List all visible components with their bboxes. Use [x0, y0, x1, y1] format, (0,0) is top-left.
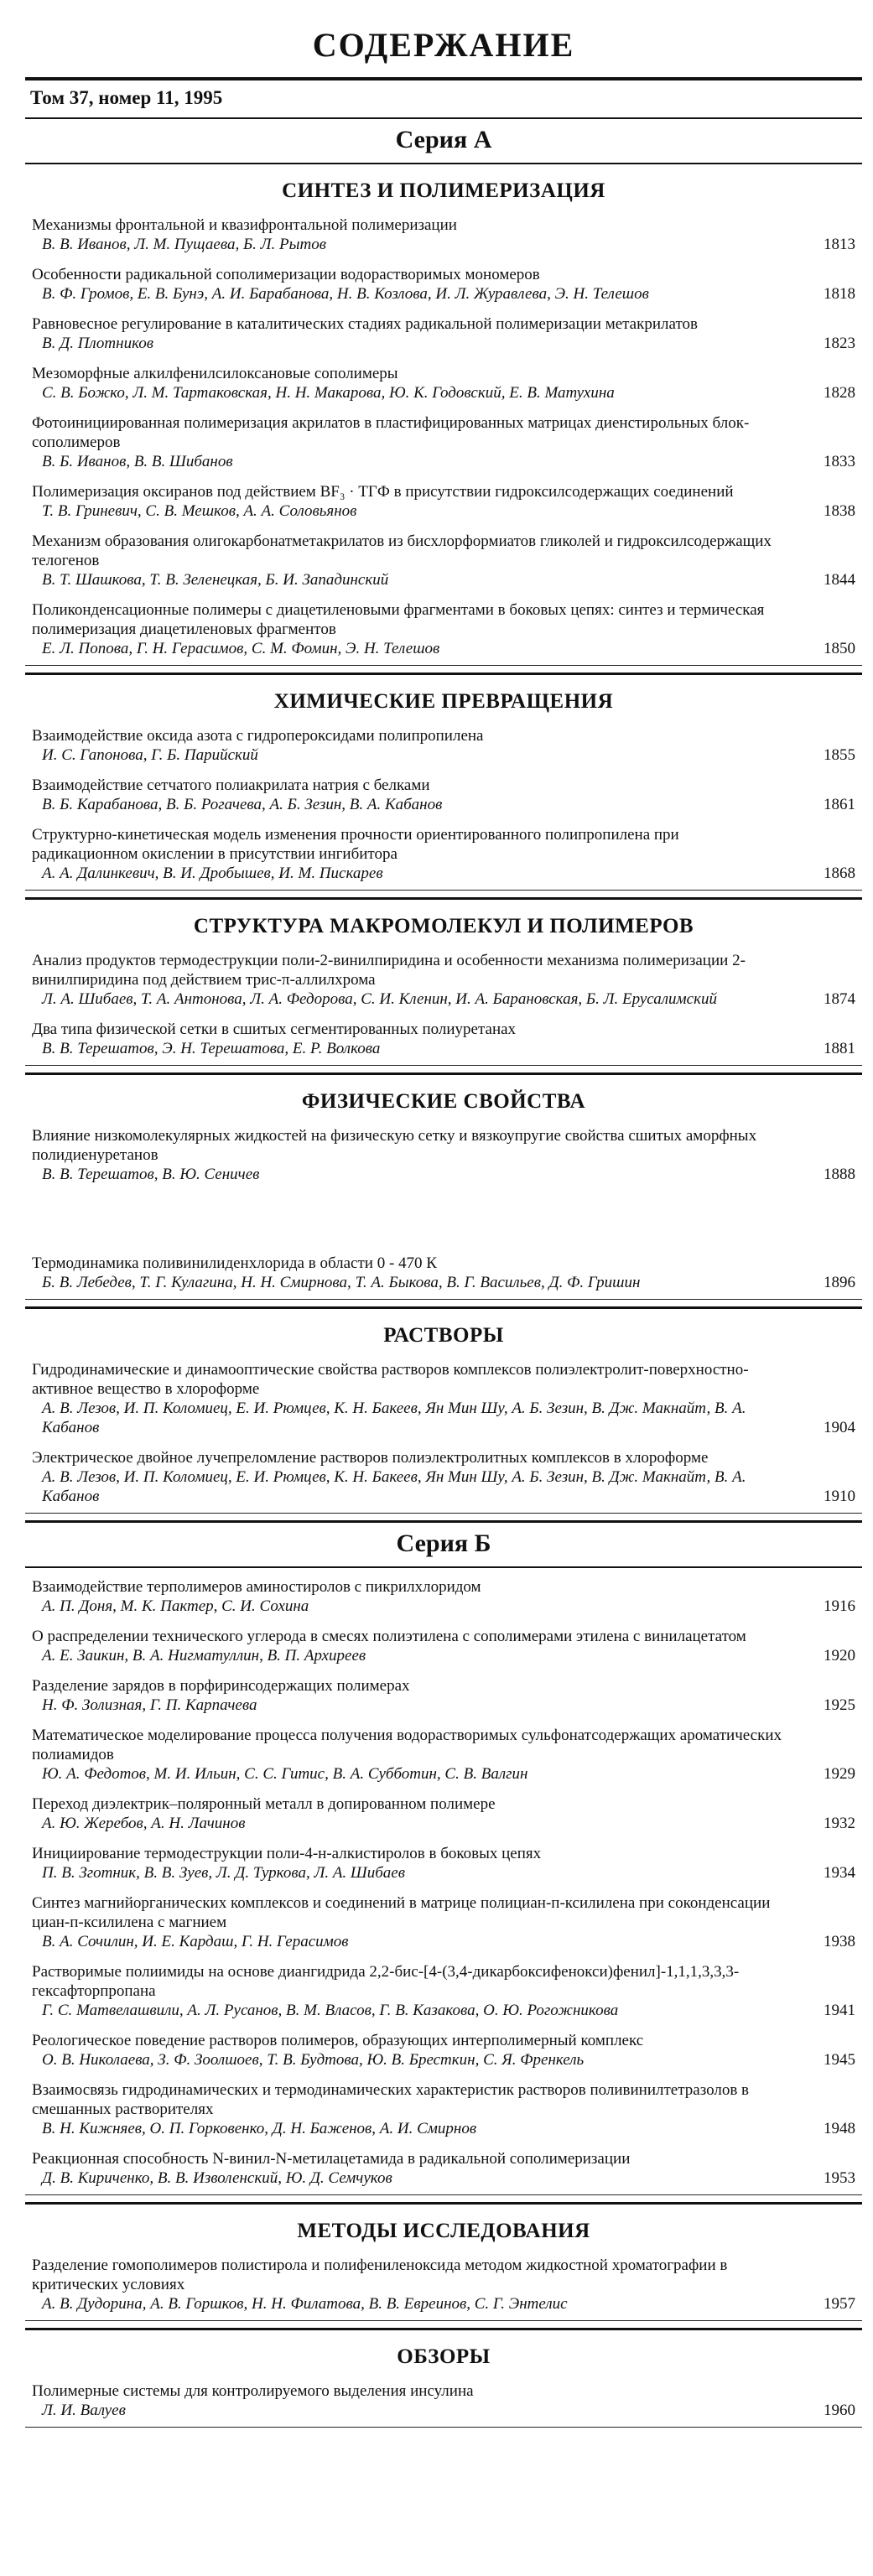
toc-entry [25, 1015, 862, 1066]
toc-entry [25, 2251, 862, 2321]
entry-authors: А. В. Дудорина, А. В. Горшков, Н. Н. Филатова, В. В. Евреинов, С. Г. Энтелис [42, 2295, 568, 2313]
toc-section [25, 673, 862, 891]
entry-page-number: 1818 [824, 285, 855, 303]
entry-authors: В. А. Сочилин, И. Е. Кардаш, Г. Н. Герасимов [42, 1933, 349, 1950]
entry-authors: В. Б. Карабанова, В. Б. Рогачева, А. Б. Зезин, В. А. Кабанов [42, 796, 443, 813]
toc-entry [25, 2076, 862, 2145]
section-title: ХИМИЧЕСКИЕ ПРЕВРАЩЕНИЯ [273, 690, 614, 713]
series-b [25, 1568, 862, 2428]
entry-authors: В. Б. Иванов, В. В. Шибанов [42, 453, 233, 470]
toc-entry [25, 2027, 862, 2076]
toc-section [25, 1072, 862, 1300]
entry-authors: Ю. А. Федотов, М. И. Ильин, С. С. Гитис, В. А. Субботин, С. В. Валгин [42, 1765, 528, 1783]
entry-authors: Е. Л. Попова, Г. Н. Герасимов, С. М. Фомин, Э. Н. Телешов [42, 640, 440, 657]
entry-page-number: 1868 [824, 865, 855, 882]
entry-authors: В. В. Терешатов, Э. Н. Терешатова, Е. Р. Волкова [42, 1040, 381, 1057]
toc-entry [25, 1889, 862, 1958]
entry-authors: В. Ф. Громов, Е. В. Бунэ, А. И. Барабанова, Н. В. Козлова, И. Л. Журавлева, Э. Н. Телешов [42, 285, 649, 303]
toc-entry [25, 771, 862, 821]
entry-page-number: 1929 [824, 1765, 855, 1783]
entry-authors: В. Н. Кижняев, О. П. Горковенко, Д. Н. Баженов, А. И. Смирнов [42, 2120, 477, 2137]
entry-page-number: 1861 [824, 796, 855, 813]
series-b-title: Серия Б [396, 1530, 491, 1557]
entry-title: Растворимые полиимиды на основе диангидрида 2,2-бис-[4-(3,4-дикарбоксифенокси)фенил]-1,1,1,3,3,3-гексафторпропана [32, 1963, 740, 2000]
entry-page-number: 1960 [824, 2402, 855, 2419]
entry-title: Переход диэлектрик–поляронный металл в допированном полимере [32, 1795, 496, 1813]
entry-page-number: 1874 [824, 990, 855, 1008]
entry-authors: Д. В. Кириченко, В. В. Изволенский, Ю. Д. Семчуков [42, 2169, 392, 2187]
entry-title: Два типа физической сетки в сшитых сегментированных полиуретанах [32, 1021, 517, 1038]
entry-title: О распределении технического углерода в смесях полиэтилена с сополимерами этилена с винилацетатом [32, 1628, 746, 1645]
entry-page-number: 1934 [824, 1864, 855, 1882]
section-title: ОБЗОРЫ [397, 2345, 491, 2368]
entry-page-number: 1813 [824, 236, 855, 253]
entry-authors: А. Ю. Жеребов, А. Н. Лачинов [42, 1815, 246, 1832]
issue-info: Том 37, номер 11, 1995 [30, 87, 223, 108]
toc-entry [25, 821, 862, 891]
entry-title: Разделение зарядов в порфиринсодержащих полимерах [32, 1677, 410, 1695]
entry-title: Взаимосвязь гидродинамических и термодинамических характеристик растворов поливинилтетразолов в смешанных растворителях [32, 2081, 750, 2118]
entry-title: Механизмы фронтальной и квазифронтальной полимеризации [32, 216, 457, 234]
toc-entry [25, 1249, 862, 1300]
entry-title: Взаимодействие оксида азота с гидропероксидами полипропилена [32, 727, 484, 745]
toc-entry [25, 596, 862, 666]
entry-authors: В. Т. Шашкова, Т. В. Зеленецкая, Б. И. Западинский [42, 571, 389, 589]
entry-authors: И. С. Гапонова, Г. Б. Парийский [42, 746, 258, 764]
toc-entry [25, 360, 862, 409]
toc-entry [25, 1444, 862, 1514]
entry-page-number: 1828 [824, 384, 855, 402]
series-a-title: Серия А [395, 126, 492, 153]
entry-title: Синтез магнийорганических комплексов и соединений в матрице полициан-п-ксилилена при соконденсации циан-п-ксилилена с магнием [32, 1894, 771, 1931]
entry-title: Равновесное регулирование в каталитических стадиях радикальной полимеризации метакрилатов [32, 315, 698, 333]
entry-page-number: 1844 [824, 571, 855, 589]
entry-title: Математическое моделирование процесса получения водорастворимых сульфонатсодержащих ароматических полиамидов [32, 1727, 782, 1763]
toc-entry [25, 1840, 862, 1889]
toc-entry [25, 527, 862, 596]
toc-entry [25, 211, 862, 261]
entry-title: Инициирование термодеструкции поли-4-н-алкистиролов в боковых цепях [32, 1845, 542, 1862]
entry-title: Особенности радикальной сополимеризации водорастворимых мономеров [32, 266, 540, 283]
entry-title: Реакционная способность N-винил-N-метилацетамида в радикальной сополимеризации [32, 2150, 631, 2168]
entry-authors: В. В. Терешатов, В. Ю. Сеничев [42, 1166, 260, 1183]
entry-page-number: 1938 [824, 1933, 855, 1950]
toc-section [25, 1306, 862, 1514]
entry-title: Полимерные системы для контролируемого выделения инсулина [32, 2382, 474, 2400]
toc-entry [25, 947, 862, 1015]
entry-title: Анализ продуктов термодеструкции поли-2-винилпиридина и особенности механизма полимеризации 2-винилпиридина под действием трис-π-аллилхрома [32, 952, 746, 989]
section-title: СИНТЕЗ И ПОЛИМЕРИЗАЦИЯ [282, 179, 605, 202]
entry-authors: Н. Ф. Золизная, Г. П. Карпачева [42, 1696, 257, 1714]
entry-title: Полимеризация оксиранов под действием BF₃ · ТГФ в присутствии гидроксилсодержащих соединений [32, 483, 734, 501]
entry-page-number: 1932 [824, 1815, 855, 1832]
entry-page-number: 1948 [824, 2120, 855, 2137]
entry-authors: А. П. Доня, М. К. Пактер, С. И. Сохина [42, 1597, 309, 1615]
toc-entry [25, 310, 862, 360]
entry-authors: Л. И. Валуев [42, 2402, 126, 2419]
entry-page-number: 1838 [824, 502, 855, 520]
toc-entry [25, 1958, 862, 2027]
toc-entry [25, 2377, 862, 2428]
entry-authors: О. В. Николаева, З. Ф. Зоолшоев, Т. В. Будтова, Ю. В. Бресткин, С. Я. Френкель [42, 2051, 585, 2069]
entry-authors: Т. В. Гриневич, С. В. Мешков, А. А. Соловьянов [42, 502, 357, 520]
entry-page-number: 1916 [824, 1597, 855, 1615]
entry-page-number: 1888 [824, 1166, 855, 1183]
entry-page-number: 1953 [824, 2169, 855, 2187]
entry-page-number: 1881 [824, 1040, 855, 1057]
contents-page [25, 25, 862, 2428]
toc-entry [25, 2145, 862, 2195]
entry-authors: Б. В. Лебедев, Т. Г. Кулагина, Н. Н. Смирнова, Т. А. Быкова, В. Г. Васильев, Д. Ф. Гришин [42, 1274, 641, 1291]
toc-section [25, 2328, 862, 2428]
entry-title: Термодинамика поливинилиденхлорида в области 0 - 470 К [32, 1254, 437, 1272]
entry-authors: В. Д. Плотников [42, 335, 153, 352]
toc-entry [25, 1356, 862, 1444]
entry-authors: А. А. Далинкевич, В. И. Дробышев, И. М. Пискарев [42, 865, 383, 882]
entry-title: Электрическое двойное лучепреломление растворов полиэлектролитных комплексов в хлороформе [32, 1449, 709, 1467]
entry-title: Влияние низкомолекулярных жидкостей на физическую сетку и вязкоупругие свойства сшитых аморфных полидиенуретанов [32, 1127, 757, 1164]
toc-entry [25, 1122, 862, 1191]
entry-authors: Л. А. Шибаев, Т. А. Антонова, Л. А. Федорова, С. И. Кленин, И. А. Барановская, Б. Л. Ерусалимский [42, 990, 717, 1008]
entry-page-number: 1925 [824, 1696, 855, 1714]
entry-authors: В. В. Иванов, Л. М. Пущаева, Б. Л. Рытов [42, 236, 326, 253]
toc-entry [25, 1623, 862, 1672]
entry-authors: Г. С. Матвелашвили, А. Л. Русанов, В. М. Власов, Г. В. Казакова, О. Ю. Рогожникова [42, 2002, 619, 2019]
section-title: ФИЗИЧЕСКИЕ СВОЙСТВА [301, 1090, 586, 1113]
section-title: РАСТВОРЫ [383, 1324, 504, 1347]
entry-page-number: 1896 [824, 1274, 855, 1291]
toc-section [25, 2202, 862, 2321]
entry-authors: П. В. Зготник, В. В. Зуев, Л. Д. Туркова, Л. А. Шибаев [42, 1864, 405, 1882]
toc-entry [25, 409, 862, 478]
entry-page-number: 1904 [824, 1419, 855, 1436]
entry-authors: А. В. Лезов, И. П. Коломиец, Е. И. Рюмцев, К. Н. Бакеев, Ян Мин Шу, А. Б. Зезин, В. Дж. Макнайт, В. А. Кабанов [42, 1400, 746, 1436]
entry-title: Мезоморфные алкилфенилсилоксановые сополимеры [32, 365, 398, 382]
entry-page-number: 1833 [824, 453, 855, 470]
section-title: МЕТОДЫ ИССЛЕДОВАНИЯ [297, 2220, 590, 2242]
entry-title: Поликонденсационные полимеры с диацетиленовыми фрагментами в боковых цепях: синтез и термическая полимеризация диацетиленовых фрагментов [32, 601, 765, 638]
entry-page-number: 1920 [824, 1647, 855, 1665]
entry-title: Механизм образования олигокарбонатметакрилатов из бисхлорформиатов гликолей и гидроксилсодержащих телогенов [32, 532, 772, 569]
entry-page-number: 1941 [824, 2002, 855, 2019]
entry-page-number: 1957 [824, 2295, 855, 2313]
entry-page-number: 1945 [824, 2051, 855, 2069]
toc-entry [25, 478, 862, 527]
toc-section [25, 164, 862, 666]
toc-entry [25, 1672, 862, 1722]
toc-entry [25, 722, 862, 771]
entry-title: Разделение гомополимеров полистирола и полифениленоксида методом жидкостной хроматографии в критических условиях [32, 2257, 728, 2293]
entry-authors: А. В. Лезов, И. П. Коломиец, Е. И. Рюмцев, К. Н. Бакеев, Ян Мин Шу, А. Б. Зезин, В. Дж. Макнайт, В. А. Кабанов [42, 1468, 746, 1505]
toc-entry [25, 1573, 862, 1623]
entry-title: Реологическое поведение растворов полимеров, образующих интерполимерный комплекс [32, 2032, 644, 2049]
entry-title: Структурно-кинетическая модель изменения прочности ориентированного полипропилена при радикационном окислении в присутствии ингибитора [32, 826, 679, 863]
series-b-entries [25, 1568, 862, 2195]
entry-title: Взаимодействие терполимеров аминостиролов с пикрилхлоридом [32, 1578, 481, 1596]
entry-authors: С. В. Божко, Л. М. Тартаковская, Н. Н. Макарова, Ю. К. Годовский, Е. В. Матухина [42, 384, 615, 402]
entry-page-number: 1910 [824, 1488, 855, 1505]
toc-section [25, 897, 862, 1066]
entry-page-number: 1855 [824, 746, 855, 764]
page-title: СОДЕРЖАНИЕ [312, 26, 575, 64]
entry-page-number: 1823 [824, 335, 855, 352]
entry-title: Взаимодействие сетчатого полиакрилата натрия с белками [32, 776, 430, 794]
entry-title: Гидродинамические и динамооптические свойства растворов комплексов полиэлектролит-поверхностно-активное вещество в хлороформе [32, 1361, 749, 1398]
toc-entry [25, 1722, 862, 1790]
toc-entry [25, 261, 862, 310]
entry-title: Фотоинициированная полимеризация акрилатов в пластифицированных матрицах диенстирольных блок-сополимеров [32, 414, 750, 451]
entry-authors: А. Е. Заикин, В. А. Нигматуллин, В. П. Архиреев [42, 1647, 366, 1665]
series-a [25, 164, 862, 1514]
toc-entry [25, 1790, 862, 1840]
section-title: СТРУКТУРА МАКРОМОЛЕКУЛ И ПОЛИМЕРОВ [193, 915, 694, 937]
entry-page-number: 1850 [824, 640, 855, 657]
